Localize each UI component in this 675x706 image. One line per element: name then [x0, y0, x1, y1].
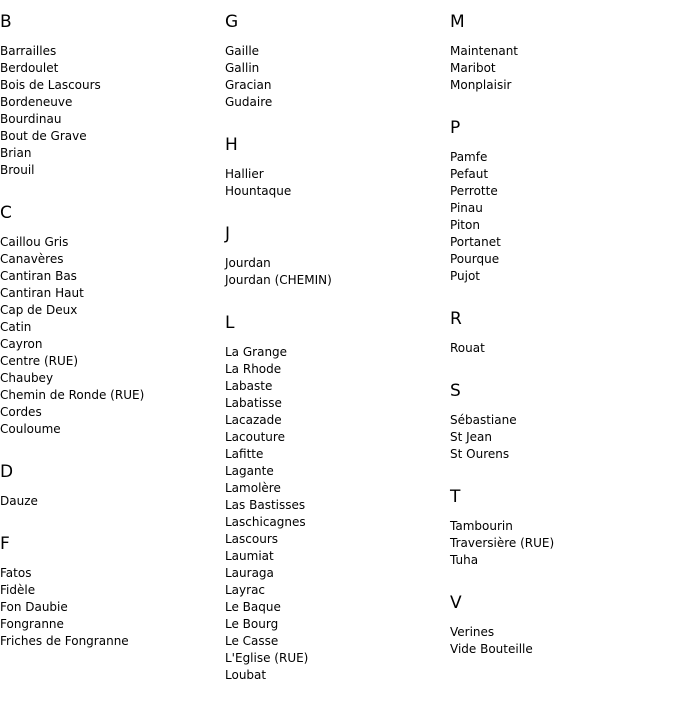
street-name: Chemin de Ronde (RUE)	[0, 388, 145, 402]
section-l	[225, 311, 445, 684]
street-name: St Ourens	[450, 447, 510, 461]
street-name: Pourque	[450, 252, 500, 266]
street-name: Gudaire	[225, 95, 273, 109]
street-list	[450, 340, 670, 357]
street-name: Le Casse	[225, 634, 279, 648]
street-name: Laumiat	[225, 549, 274, 563]
column-3	[450, 10, 670, 680]
street-name: Pinau	[450, 201, 483, 215]
street-name: Maintenant	[450, 44, 519, 58]
street-name: Fongranne	[0, 617, 64, 631]
street-list	[0, 43, 220, 179]
street-list	[450, 624, 670, 658]
street-name: Fon Daubie	[0, 600, 68, 614]
street-name: Monplaisir	[450, 78, 512, 92]
section-j	[225, 222, 445, 289]
street-name: Sébastiane	[450, 413, 517, 427]
street-name: Portanet	[450, 235, 501, 249]
section-letter-heading: D	[0, 462, 14, 482]
column-2	[225, 10, 445, 706]
street-name: Cantiran Haut	[0, 286, 84, 300]
street-name: Tambourin	[450, 519, 513, 533]
street-name: Lauraga	[225, 566, 274, 580]
street-list	[225, 344, 445, 684]
street-name: Catin	[0, 320, 32, 334]
street-list	[225, 255, 445, 289]
street-name: St Jean	[450, 430, 493, 444]
street-list	[450, 149, 670, 285]
street-name: Cayron	[0, 337, 43, 351]
street-name: Labaste	[225, 379, 273, 393]
section-h	[225, 133, 445, 200]
section-letter-heading: F	[0, 534, 10, 554]
street-list	[225, 43, 445, 111]
section-letter-heading: V	[450, 593, 462, 613]
section-letter-heading: R	[450, 309, 462, 329]
street-name: Le Baque	[225, 600, 281, 614]
street-name: Gaille	[225, 44, 260, 58]
street-name: Labatisse	[225, 396, 282, 410]
street-name: Loubat	[225, 668, 267, 682]
street-name: Lascours	[225, 532, 279, 546]
street-name: Gallin	[225, 61, 260, 75]
street-name: Gracian	[225, 78, 272, 92]
street-name: La Rhode	[225, 362, 282, 376]
street-name: Dauze	[0, 494, 38, 508]
section-s	[450, 379, 670, 463]
street-name: Berdoulet	[0, 61, 59, 75]
section-b	[0, 10, 220, 179]
street-name: Lafitte	[225, 447, 264, 461]
section-letter-heading: L	[225, 313, 235, 333]
section-p	[450, 116, 670, 285]
street-name: Bout de Grave	[0, 129, 87, 143]
section-letter-heading: M	[450, 12, 465, 32]
street-name: Brouil	[0, 163, 35, 177]
street-name: Bois de Lascours	[0, 78, 101, 92]
street-name: Centre (RUE)	[0, 354, 79, 368]
street-name: Hallier	[225, 167, 264, 181]
street-name: Fidèle	[0, 583, 36, 597]
street-name: Lagante	[225, 464, 274, 478]
section-letter-heading: J	[225, 224, 231, 244]
street-name: Lacouture	[225, 430, 285, 444]
section-letter-heading: S	[450, 381, 461, 401]
street-name: Cantiran Bas	[0, 269, 77, 283]
street-list	[450, 518, 670, 569]
street-name: Piton	[450, 218, 480, 232]
street-name: Tuha	[450, 553, 479, 567]
street-name: Caillou Gris	[0, 235, 69, 249]
street-name: Verines	[450, 625, 495, 639]
street-name: Brian	[0, 146, 32, 160]
street-name: Vide Bouteille	[450, 642, 533, 656]
street-name: Laschicagnes	[225, 515, 306, 529]
street-name: Jourdan (CHEMIN)	[225, 273, 332, 287]
street-list	[450, 412, 670, 463]
street-list	[225, 166, 445, 200]
column-1	[0, 10, 220, 672]
street-name: Pujot	[450, 269, 481, 283]
street-name: Cap de Deux	[0, 303, 78, 317]
section-letter-heading: G	[225, 12, 239, 32]
section-r	[450, 307, 670, 357]
street-list	[0, 565, 220, 650]
street-name: Pamfe	[450, 150, 488, 164]
street-name: Fatos	[0, 566, 32, 580]
section-f	[0, 532, 220, 650]
street-name: Hountaque	[225, 184, 292, 198]
street-name: L'Eglise (RUE)	[225, 651, 309, 665]
section-v	[450, 591, 670, 658]
street-name: Jourdan	[225, 256, 271, 270]
section-letter-heading: T	[450, 487, 461, 507]
street-name: La Grange	[225, 345, 288, 359]
street-name: Couloume	[0, 422, 61, 436]
street-name: Lacazade	[225, 413, 282, 427]
section-t	[450, 485, 670, 569]
street-name: Las Bastisses	[225, 498, 306, 512]
street-name: Layrac	[225, 583, 266, 597]
street-name: Cordes	[0, 405, 42, 419]
street-name: Friches de Fongranne	[0, 634, 129, 648]
street-name: Le Bourg	[225, 617, 279, 631]
street-name: Lamolère	[225, 481, 281, 495]
section-letter-heading: P	[450, 118, 461, 138]
street-name: Bordeneuve	[0, 95, 73, 109]
street-name: Maribot	[450, 61, 496, 75]
section-m	[450, 10, 670, 94]
street-name: Bourdinau	[0, 112, 62, 126]
street-name: Chaubey	[0, 371, 54, 385]
street-name: Barrailles	[0, 44, 57, 58]
section-letter-heading: C	[0, 203, 12, 223]
section-d	[0, 460, 220, 510]
street-name: Perrotte	[450, 184, 498, 198]
street-name: Rouat	[450, 341, 485, 355]
street-list	[450, 43, 670, 94]
street-list	[0, 234, 220, 438]
street-name: Pefaut	[450, 167, 489, 181]
section-c	[0, 201, 220, 438]
section-letter-heading: H	[225, 135, 238, 155]
street-name: Traversière (RUE)	[450, 536, 555, 550]
street-list	[0, 493, 220, 510]
street-name: Canavères	[0, 252, 64, 266]
section-g	[225, 10, 445, 111]
section-letter-heading: B	[0, 12, 12, 32]
